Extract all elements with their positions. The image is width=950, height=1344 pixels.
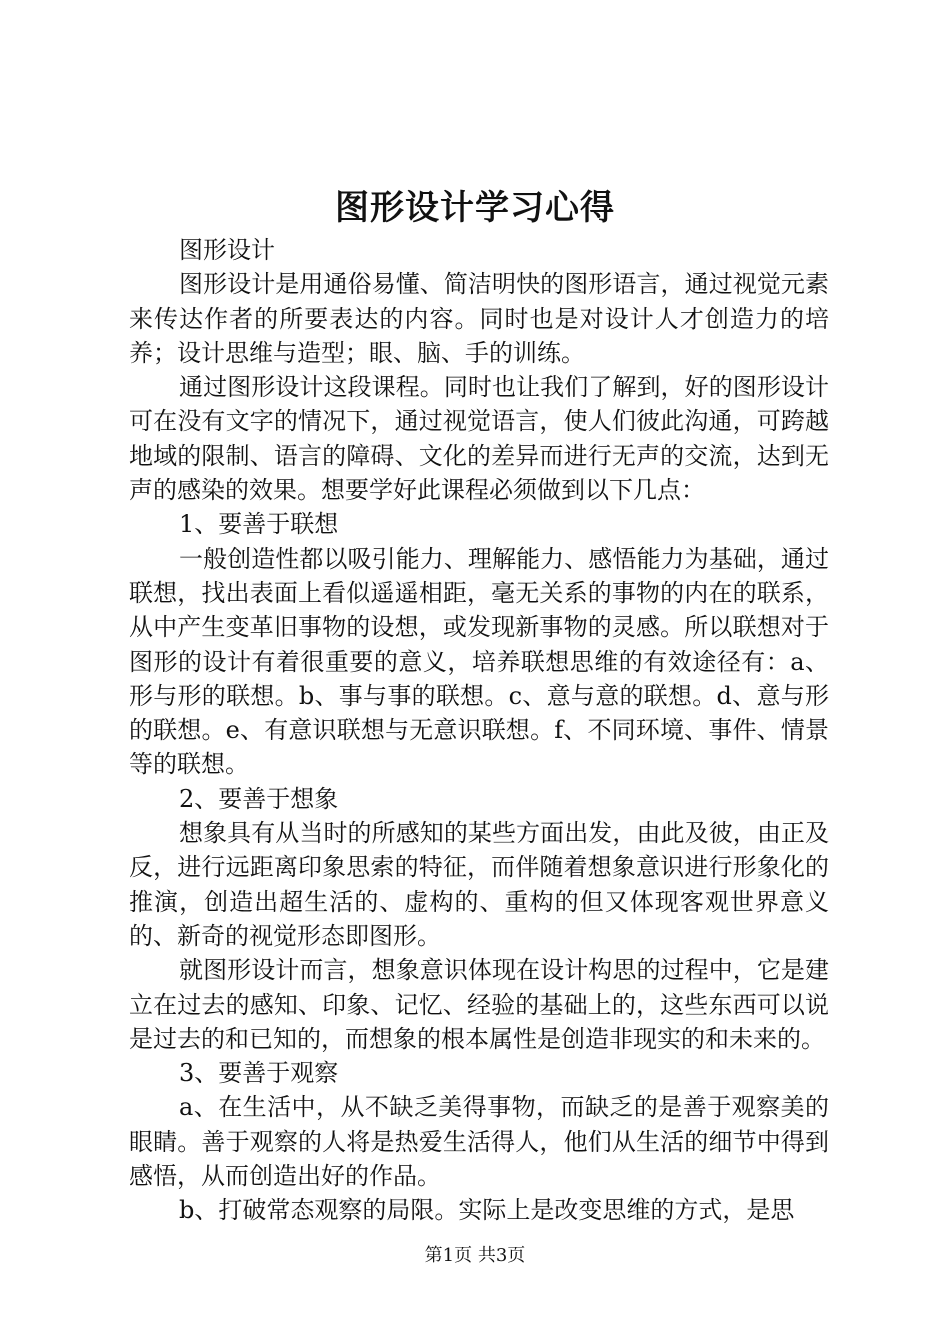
section-heading: 3、要善于观察 bbox=[179, 1059, 339, 1088]
paragraph: 一般创造性都以吸引能力、理解能力、感悟能力为基础，通过联想，找出表面上看似遥遥相距，毫无关系的事物的内在的联系，从中产生变革旧事物的设想，或发现新事物的灵感。所以联想对于图形的设计有着很重要的意义，培养联想思维的有效途径有：a、形与形的联想。b、事与事的联想。c、意与意的联想。d、意与形的联想。e、有意识联想与无意识联想。f、不同环境、事件、情景等的联想。 bbox=[129, 544, 829, 779]
paragraph: b、打破常态观察的局限。实际上是改变思维的方式，是思 bbox=[179, 1196, 795, 1225]
section-heading: 1、要善于联想 bbox=[179, 510, 339, 539]
paragraph: 通过图形设计这段课程。同时也让我们了解到，好的图形设计可在没有文字的情况下，通过视觉语言，使人们彼此沟通，可跨越地域的限制、语言的障碍、文化的差异而进行无声的交流，达到无声的感染的效果。想要学好此课程必须做到以下几点： bbox=[129, 373, 829, 505]
page-footer: 第1页 共3页 bbox=[424, 1245, 526, 1266]
paragraph: a、在生活中，从不缺乏美得事物，而缺乏的是善于观察美的眼睛。善于观察的人将是热爱生活得人，他们从生活的细节中得到感悟，从而创造出好的作品。 bbox=[129, 1093, 829, 1191]
section-heading: 2、要善于想象 bbox=[179, 784, 339, 813]
document-body bbox=[129, 233, 829, 1228]
paragraph: 图形设计 bbox=[179, 236, 275, 264]
paragraph: 想象具有从当时的所感知的某些方面出发，由此及彼，由正及反，进行远距离印象思索的特征，而伴随着想象意识进行形象化的推演，创造出超生活的、虚构的、重构的但又体现客观世界意义的、新奇的视觉形态即图形。 bbox=[129, 819, 829, 950]
paragraph: 图形设计是用通俗易懂、简洁明快的图形语言，通过视觉元素来传达作者的所要表达的内容。同时也是对设计人才创造力的培养；设计思维与造型；眼、脑、手的训练。 bbox=[129, 270, 829, 367]
paragraph: 就图形设计而言，想象意识体现在设计构思的过程中，它是建立在过去的感知、印象、记忆、经验的基础上的，这些东西可以说是过去的和已知的，而想象的根本属性是创造非现实的和未来的。 bbox=[129, 956, 829, 1053]
document-title: 图形设计学习心得 bbox=[335, 188, 615, 228]
